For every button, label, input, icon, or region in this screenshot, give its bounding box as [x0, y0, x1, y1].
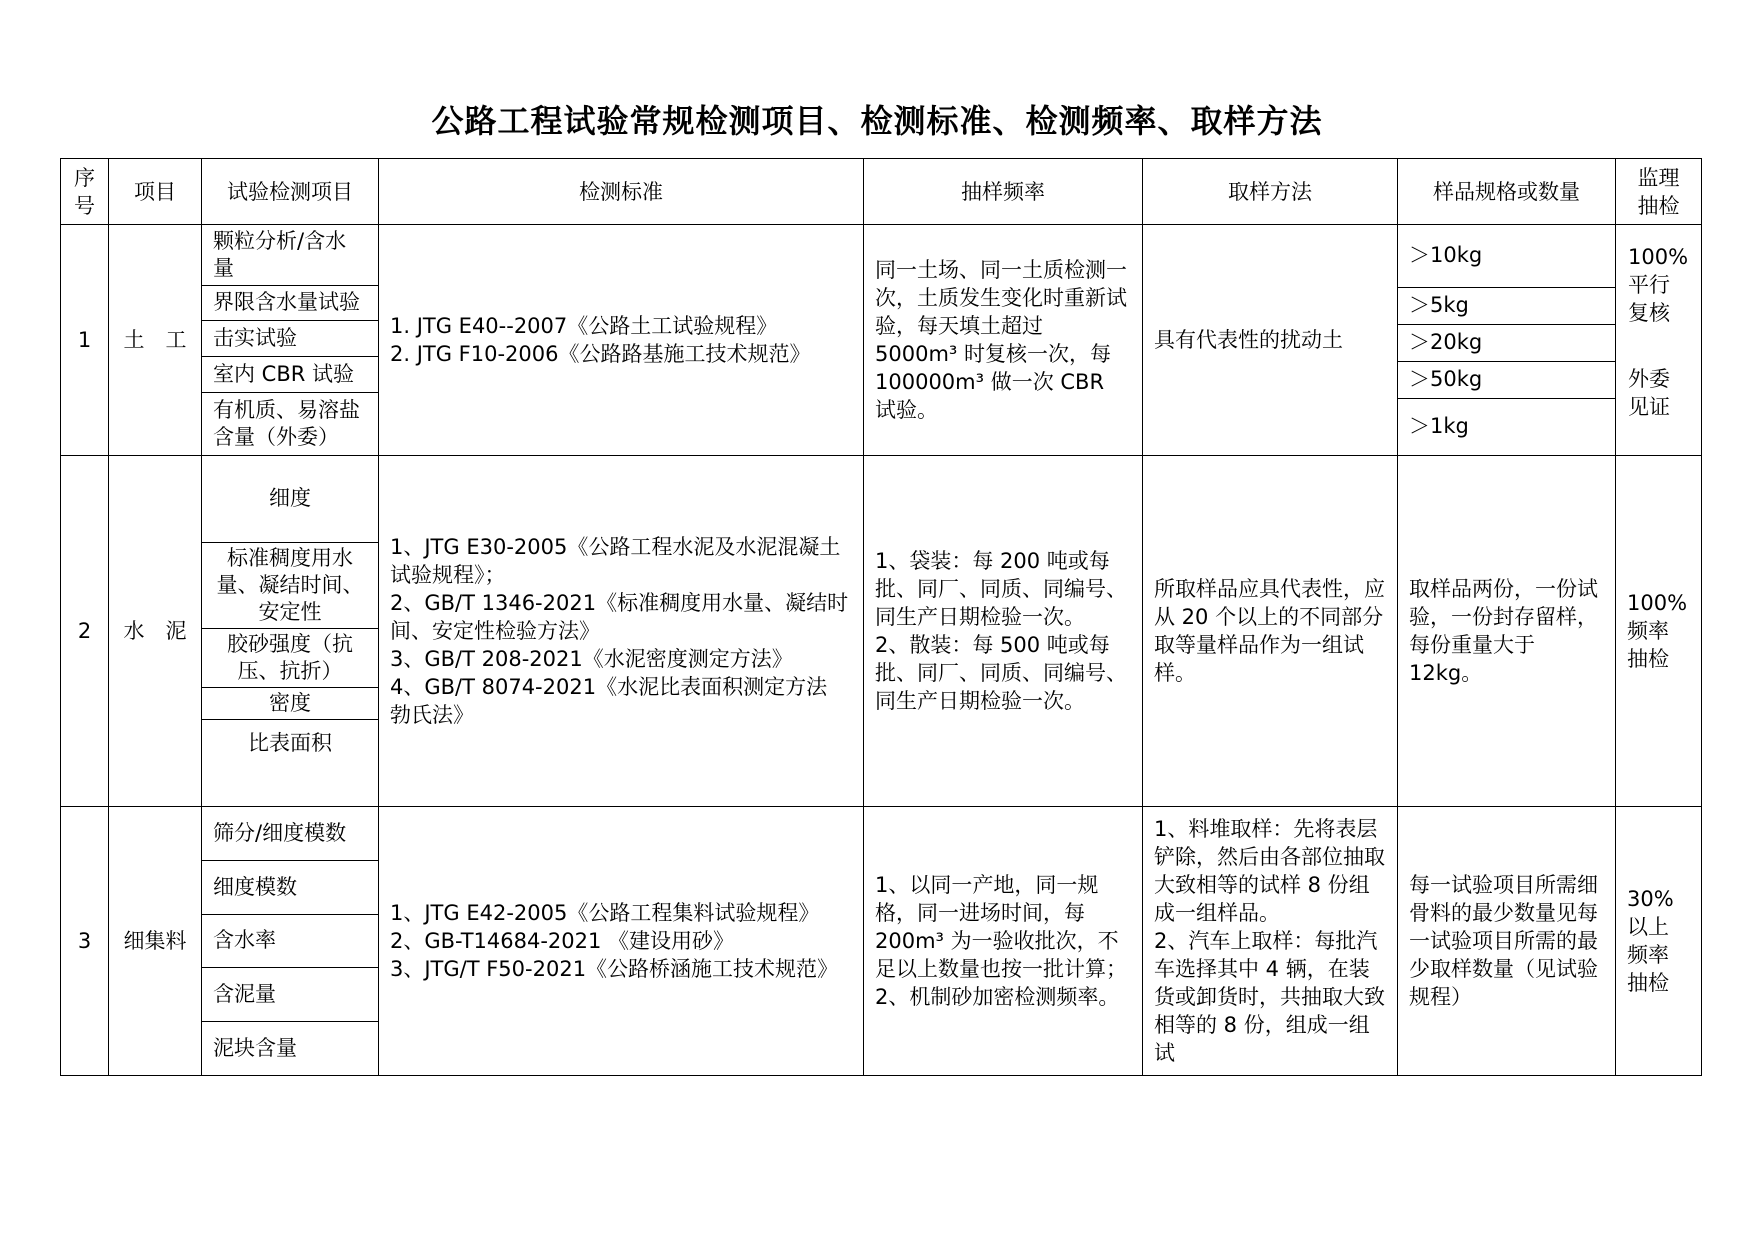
- header-item: 项目: [109, 159, 202, 225]
- header-seq: 序 号: [61, 159, 109, 225]
- spec-cell: 取样品两份，一份试验，一份封存留样，每份重量大于 12kg。: [1398, 456, 1616, 807]
- standard-cell: 1、JTG E42-2005《公路工程集料试验规程》 2、GB-T14684-2021 《建设用砂》 3、JTG/T F50-2021《公路桥涵施工技术规范》: [379, 807, 864, 1076]
- supervision-cell: 100% 频率 抽检: [1616, 456, 1702, 807]
- frequency-cell: 同一土场、同一土质检测一次，土质发生变化时重新试验，每天填土超过 5000m³ 时复核一次，每 100000m³ 做一次 CBR 试验。: [864, 225, 1143, 456]
- header-test-item: 试验检测项目: [202, 159, 379, 225]
- header-sampling: 取样方法: [1143, 159, 1398, 225]
- header-frequency: 抽样频率: [864, 159, 1143, 225]
- header-spec: 样品规格或数量: [1398, 159, 1616, 225]
- spec-item: ＞10kg: [1398, 225, 1615, 287]
- test-item: 含泥量: [202, 968, 378, 1022]
- page-title: 公路工程试验常规检测项目、检测标准、检测频率、取样方法: [431, 102, 1323, 140]
- test-item: 筛分/细度模数: [202, 807, 378, 861]
- test-item: 密度: [202, 687, 378, 719]
- row-seq: 3: [61, 807, 109, 1076]
- table-row: [61, 456, 1702, 807]
- test-item: 室内 CBR 试验: [202, 356, 378, 392]
- test-item: 含水率: [202, 914, 378, 968]
- test-item: 细度模数: [202, 861, 378, 915]
- row-item: 细集料: [109, 807, 202, 1076]
- table-row: [61, 807, 1702, 1076]
- supervision-bottom: 外委 见证: [1628, 367, 1670, 419]
- standard-cell: 1. JTG E40--2007《公路土工试验规程》 2. JTG F10-2006《公路路基施工技术规范》: [379, 225, 864, 456]
- test-items-cell: [202, 807, 379, 1076]
- sampling-cell: 1、料堆取样：先将表层铲除，然后由各部位抽取大致相等的试样 8 份组成一组样品。 2、汽车上取样：每批汽车选择其中 4 辆，在装货或卸货时，共抽取大致相等的 8 份，组成一组试: [1143, 807, 1398, 1076]
- spec-item: ＞50kg: [1398, 361, 1615, 398]
- header-row: [61, 159, 1702, 225]
- test-item: 比表面积: [248, 730, 332, 755]
- row-seq: 1: [61, 225, 109, 456]
- test-item: 泥块含量: [213, 1035, 297, 1060]
- spec-item: ＞20kg: [1398, 324, 1615, 361]
- row-item: 土 工: [109, 225, 202, 456]
- frequency-cell: 1、以同一产地，同一规格，同一进场时间，每 200m³ 为一验收批次，不足以上数量也按一批计算； 2、机制砂加密检测频率。: [864, 807, 1143, 1076]
- test-item: 标准稠度用水量、凝结时间、安定性: [202, 542, 378, 628]
- supervision-top: 100% 平行 复核: [1628, 245, 1689, 325]
- test-item: 界限含水量试验: [202, 285, 378, 320]
- test-items-cell: [202, 225, 379, 456]
- test-item: 细度: [202, 456, 378, 542]
- header-standard: 检测标准: [379, 159, 864, 225]
- test-item: 击实试验: [202, 320, 378, 356]
- test-item: 胶砂强度（抗压、抗折）: [202, 628, 378, 687]
- spec-item: ＞1kg: [1409, 414, 1469, 439]
- row-item: 水 泥: [109, 456, 202, 807]
- row-seq: 2: [61, 456, 109, 807]
- spec-cell: [1398, 225, 1616, 456]
- inspection-table: [60, 158, 1702, 1076]
- spec-cell: 每一试验项目所需细骨料的最少数量见每一试验项目所需的最少取样数量（见试验规程）: [1398, 807, 1616, 1076]
- sampling-cell: 所取样品应具代表性，应从 20 个以上的不同部分取等量样品作为一组试样。: [1143, 456, 1398, 807]
- standard-cell: 1、JTG E30-2005《公路工程水泥及水泥混凝土试验规程》； 2、GB/T 1346-2021《标准稠度用水量、凝结时间、安定性检验方法》 3、GB/T 208-2021《水泥密度测定方法》 4、GB/T 8074-2021《水泥比表面积测定方法 勃氏法》: [379, 456, 864, 807]
- supervision-cell: [1616, 225, 1702, 456]
- frequency-cell: 1、袋装：每 200 吨或每批、同厂、同质、同编号、同生产日期检验一次。 2、散装：每 500 吨或每批、同厂、同质、同编号、同生产日期检验一次。: [864, 456, 1143, 807]
- spec-item: ＞5kg: [1398, 287, 1615, 324]
- test-item: 颗粒分析/含水量: [202, 225, 378, 285]
- supervision-cell: 30% 以上 频率 抽检: [1616, 807, 1702, 1076]
- sampling-cell: 具有代表性的扰动土: [1143, 225, 1398, 456]
- table-row: [61, 225, 1702, 456]
- header-supervision: 监理 抽检: [1616, 159, 1702, 225]
- test-items-cell: [202, 456, 379, 807]
- test-item: 有机质、易溶盐含量（外委）: [213, 397, 360, 449]
